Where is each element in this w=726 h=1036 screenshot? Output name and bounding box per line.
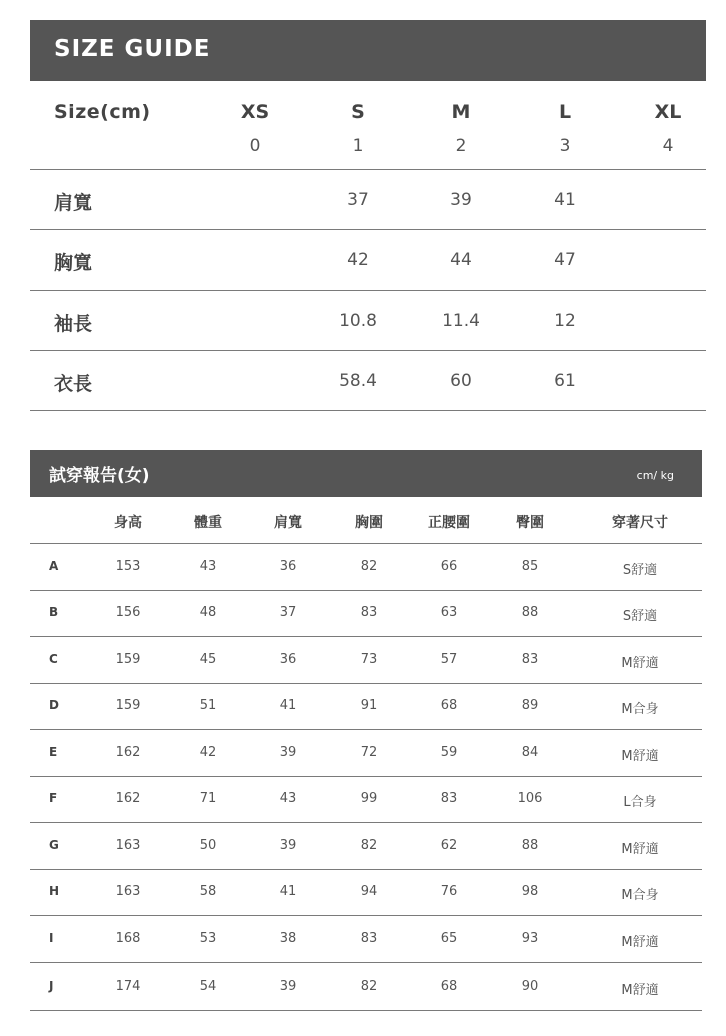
- try-report-cell: 84: [521, 745, 539, 760]
- try-report-cell: 159: [115, 698, 141, 713]
- try-report-cell: 83: [440, 791, 458, 806]
- try-report-cell: 62: [440, 838, 458, 853]
- col-shoulder: 肩寬: [274, 515, 302, 531]
- row-label: 肩寬: [54, 192, 93, 214]
- row-id: A: [49, 559, 59, 573]
- try-report-row: [30, 869, 702, 916]
- try-report-cell: 153: [115, 559, 141, 574]
- try-report-cell: 36: [279, 652, 297, 667]
- try-report-cell: 39: [279, 979, 297, 994]
- try-report-cell: 163: [115, 884, 141, 899]
- try-report-cell: 91: [360, 698, 378, 713]
- try-report-cell: M舒適: [621, 749, 659, 764]
- size-guide-header: [30, 20, 706, 81]
- row-id: G: [49, 838, 59, 852]
- try-report-cell: M舒適: [621, 842, 659, 857]
- try-report-row: [30, 964, 702, 1011]
- try-report-cell: 90: [521, 979, 539, 994]
- try-report-cell: 83: [360, 605, 378, 620]
- try-report-cell: M合身: [621, 702, 659, 717]
- size-guide-divider: [30, 410, 706, 411]
- size-name-m: M: [451, 101, 471, 123]
- try-report-cell: 68: [440, 979, 458, 994]
- size-cell: 47: [554, 250, 576, 270]
- try-report-cell: 66: [440, 559, 458, 574]
- try-report-row: [30, 776, 702, 823]
- row-id: J: [49, 979, 54, 993]
- try-report-cell: 162: [115, 745, 141, 760]
- row-label: 袖長: [54, 313, 93, 335]
- try-report-cell: 99: [360, 791, 378, 806]
- try-report-cell: L合身: [623, 795, 657, 810]
- size-num-s: 1: [352, 136, 364, 156]
- col-waist: 正腰圍: [428, 515, 470, 531]
- row-id: H: [49, 884, 60, 898]
- row-label: 衣長: [54, 373, 93, 395]
- try-report-cell: 54: [199, 979, 217, 994]
- size-cell: 10.8: [339, 311, 377, 331]
- try-report-row: [30, 544, 702, 591]
- try-report-cell: 68: [440, 698, 458, 713]
- size-cell: 61: [554, 371, 576, 391]
- try-report-cell: 57: [440, 652, 458, 667]
- col-weight: 體重: [194, 515, 222, 531]
- size-cell: 12: [554, 311, 576, 331]
- col-hip: 臀圍: [516, 515, 544, 531]
- col-height: 身高: [114, 515, 142, 531]
- row-label: 胸寬: [54, 252, 93, 274]
- try-report-cell: 65: [440, 931, 458, 946]
- size-guide-title: SIZE GUIDE: [54, 36, 211, 62]
- size-guide-column-header: [30, 81, 706, 169]
- size-row-sleeve: [30, 290, 706, 351]
- try-report-cell: 82: [360, 559, 378, 574]
- try-report-cell: 106: [517, 791, 543, 806]
- try-report-cell: 162: [115, 791, 141, 806]
- col-fit-size: 穿著尺寸: [612, 515, 668, 531]
- try-report-cell: M合身: [621, 888, 659, 903]
- try-report-cell: 42: [199, 745, 217, 760]
- try-report-cell: 174: [115, 979, 141, 994]
- row-id: B: [49, 605, 59, 619]
- size-cell: 39: [450, 190, 472, 210]
- try-report-cell: 41: [279, 884, 297, 899]
- try-report-cell: 38: [279, 931, 297, 946]
- try-report-row: [30, 916, 702, 963]
- try-report-row: [30, 590, 702, 637]
- size-num-xs: 0: [249, 136, 261, 156]
- try-report-row: [30, 637, 702, 684]
- try-report-cell: 36: [279, 559, 297, 574]
- try-report-cell: S舒適: [622, 609, 658, 624]
- col-chest: 胸圍: [355, 515, 383, 531]
- try-report-cell: 73: [360, 652, 378, 667]
- try-report-cell: 82: [360, 979, 378, 994]
- size-cell: 42: [347, 250, 369, 270]
- row-id: F: [49, 791, 58, 805]
- size-name-xl: XL: [654, 101, 682, 123]
- try-report-header: [30, 450, 702, 497]
- size-cell: 37: [347, 190, 369, 210]
- size-cell: 41: [554, 190, 576, 210]
- try-report-cell: 53: [199, 931, 217, 946]
- size-name-s: S: [351, 101, 365, 123]
- try-report-cell: 93: [521, 931, 539, 946]
- try-report-cell: 50: [199, 838, 217, 853]
- try-report-cell: 39: [279, 838, 297, 853]
- try-report-cell: 168: [115, 931, 141, 946]
- try-report-cell: M舒適: [621, 935, 659, 950]
- size-name-xs: XS: [240, 101, 270, 123]
- try-report-cell: 43: [199, 559, 217, 574]
- try-report-cell: 85: [521, 559, 539, 574]
- row-id: I: [49, 931, 54, 945]
- try-report-cell: 41: [279, 698, 297, 713]
- try-report-cell: 94: [360, 884, 378, 899]
- try-report-cell: 63: [440, 605, 458, 620]
- try-report-row: [30, 683, 702, 730]
- try-report-row: [30, 823, 702, 870]
- try-report-cell: 51: [199, 698, 217, 713]
- try-report-cell: 88: [521, 838, 539, 853]
- try-report-cell: 58: [199, 884, 217, 899]
- try-report-cell: 82: [360, 838, 378, 853]
- try-report-cell: 76: [440, 884, 458, 899]
- size-name-l: L: [558, 101, 572, 123]
- try-report-title: 試穿報告(女): [49, 466, 150, 486]
- size-cell: 60: [450, 371, 472, 391]
- try-report-cell: 45: [199, 652, 217, 667]
- try-report-cell: 156: [115, 605, 141, 620]
- try-report-unit: cm/ kg: [636, 469, 674, 482]
- try-report-cell: 72: [360, 745, 378, 760]
- size-num-l: 3: [559, 136, 571, 156]
- try-report-cell: 59: [440, 745, 458, 760]
- try-report-cell: M舒適: [621, 656, 659, 671]
- try-report-cell: 43: [279, 791, 297, 806]
- try-report-cell: 88: [521, 605, 539, 620]
- size-cell: 44: [450, 250, 472, 270]
- try-report-cell: 89: [521, 698, 539, 713]
- size-row-length: [30, 350, 706, 411]
- size-unit-label: Size(cm): [54, 101, 151, 123]
- size-row-chest: [30, 229, 706, 290]
- size-num-xl: 4: [662, 136, 674, 156]
- size-cell: 11.4: [442, 311, 480, 331]
- size-num-m: 2: [455, 136, 467, 156]
- try-report-row: [30, 730, 702, 777]
- try-report-cell: M舒適: [621, 983, 659, 998]
- try-report-cell: 83: [360, 931, 378, 946]
- row-id: D: [49, 698, 59, 712]
- try-report-cell: 37: [279, 605, 297, 620]
- try-report-cell: 163: [115, 838, 141, 853]
- size-cell: 58.4: [339, 371, 377, 391]
- try-report-cell: 83: [521, 652, 539, 667]
- try-report-cell: 48: [199, 605, 217, 620]
- try-report-cell: S舒適: [622, 563, 658, 578]
- try-report-cell: 98: [521, 884, 539, 899]
- row-id: C: [49, 652, 58, 666]
- try-report-cell: 71: [199, 791, 217, 806]
- row-id: E: [49, 745, 58, 759]
- try-report-cell: 159: [115, 652, 141, 667]
- try-report-cell: 39: [279, 745, 297, 760]
- size-row-shoulder: [30, 169, 706, 230]
